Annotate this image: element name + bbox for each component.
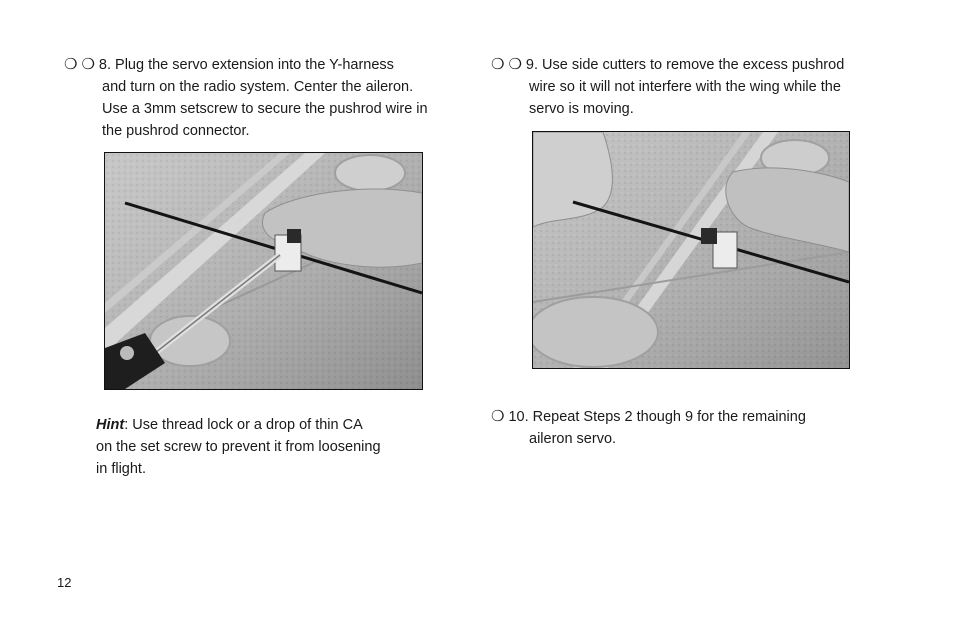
step-8-text-line-2: and turn on the radio system. Center the aileron. (102, 79, 414, 95)
checkbox-icon[interactable]: ❍ (491, 408, 505, 425)
step-10 (491, 406, 806, 450)
hint-text-line-1: : Use thread lock or a drop of thin CA (124, 417, 363, 433)
step-8-text-line-1: 8. Plug the servo extension into the Y-harness (98, 57, 394, 73)
hint-text-line-3: in flight. (96, 461, 146, 477)
hint-note (96, 414, 381, 480)
step-9-text-line-1: 9. Use side cutters to remove the excess pushrod (525, 57, 845, 73)
photo-side-cutters-image (533, 132, 849, 368)
step-8 (64, 54, 428, 142)
checkbox-icon[interactable]: ❍ (491, 56, 505, 73)
checkbox-icon[interactable]: ❍ (64, 56, 78, 73)
step-8-text-line-3: Use a 3mm setscrew to secure the pushrod wire in (102, 101, 428, 117)
photo-drill-setscrew (104, 152, 423, 390)
step-9 (491, 54, 844, 120)
hint-text-line-2: on the set screw to prevent it from loosening (96, 439, 381, 455)
step-9-text-line-2: wire so it will not interfere with the wing while the (529, 79, 841, 95)
step-8-text-line-4: the pushrod connector. (102, 123, 250, 139)
step-10-text-line-2: aileron servo. (529, 431, 617, 447)
hint-label: Hint (96, 417, 125, 433)
step-10-text-line-1: 10. Repeat Steps 2 though 9 for the remaining (508, 409, 806, 425)
checkbox-icon[interactable]: ❍ (81, 56, 95, 73)
photo-drill-setscrew-image (105, 153, 422, 389)
step-9-text-line-3: servo is moving. (529, 101, 634, 117)
photo-side-cutters (532, 131, 850, 369)
checkbox-icon[interactable]: ❍ (508, 56, 522, 73)
page-number: 12 (57, 575, 72, 590)
